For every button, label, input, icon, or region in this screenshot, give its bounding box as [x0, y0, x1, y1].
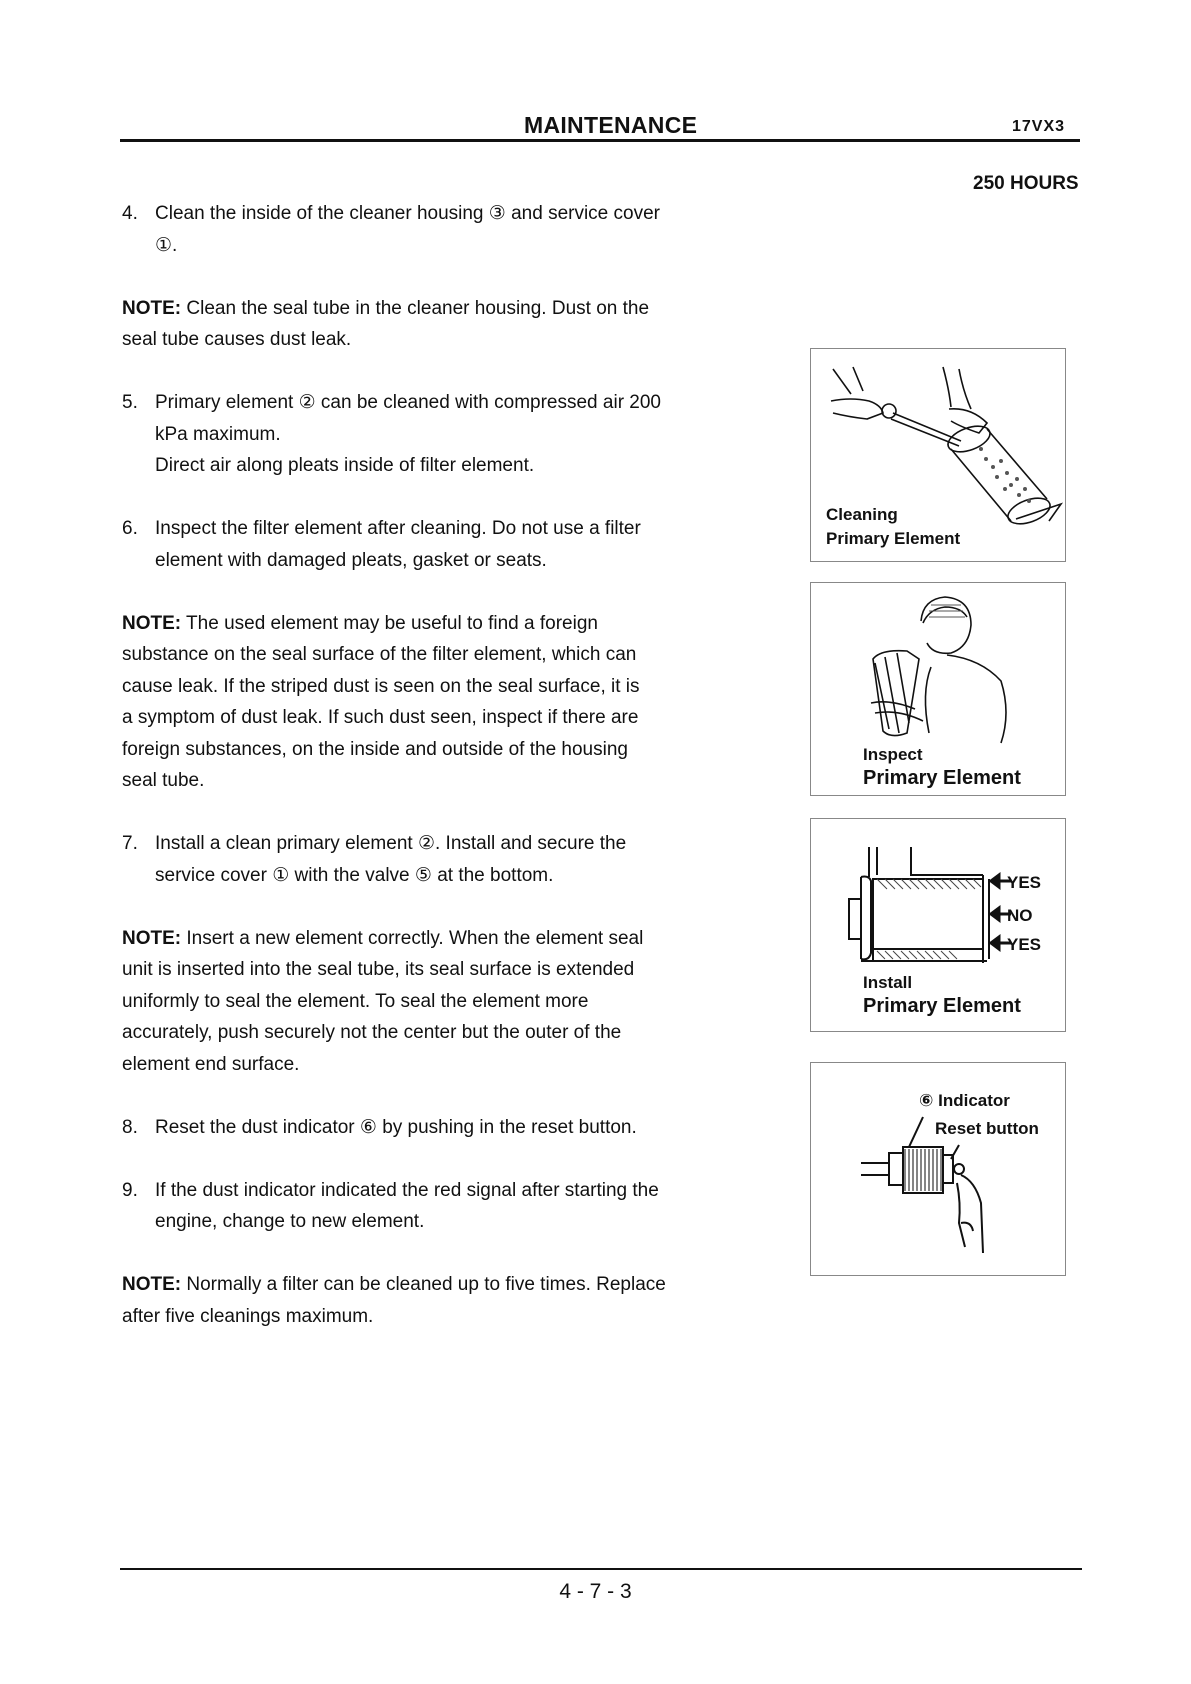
step-text-line: Install a clean primary element ②. Install and secure the	[155, 833, 627, 854]
step-number: 4.	[122, 203, 138, 224]
note-text-line: unit is inserted into the seal tube, its seal surface is extended	[122, 959, 635, 980]
note-label: NOTE:	[122, 927, 182, 949]
step-text-line: Direct air along pleats inside of filter element.	[155, 455, 535, 476]
step-text-line: Reset the dust indicator ⑥ by pushing in the reset button.	[155, 1116, 637, 1138]
step-8	[122, 1112, 692, 1144]
label-reset-button: Reset button	[935, 1119, 1039, 1138]
note-text-line: uniformly to seal the element. To seal the element more	[122, 990, 589, 1012]
step-text-line: element with damaged pleats, gasket or seats.	[155, 549, 547, 571]
figure-caption-line1: Inspect	[863, 745, 923, 764]
note-text-line: seal tube.	[122, 770, 205, 791]
note-1	[122, 293, 692, 356]
note-text-line: cause leak. If the striped dust is seen on the seal surface, it is	[122, 675, 640, 697]
step-text-line: Clean the inside of the cleaner housing ③ and service cover	[155, 203, 660, 224]
note-label: NOTE:	[122, 612, 182, 634]
step-number: 7.	[122, 833, 138, 854]
note-label: NOTE:	[122, 297, 182, 319]
note-3	[122, 923, 692, 1081]
step-9	[122, 1175, 692, 1238]
figure-caption-line2: Primary Element	[863, 995, 1021, 1017]
note-text-line: after five cleanings maximum.	[122, 1305, 374, 1327]
figure-inspect	[810, 582, 1066, 796]
note-text-line: seal tube causes dust leak.	[122, 329, 352, 350]
model-code: 17VX3	[1012, 118, 1066, 135]
step-number: 8.	[122, 1116, 138, 1138]
note-text-line: Insert a new element correctly. When the element seal	[186, 927, 644, 949]
note-text-line: The used element may be useful to find a foreign	[186, 612, 598, 634]
step-number: 9.	[122, 1179, 138, 1201]
step-7	[122, 828, 692, 891]
note-text-line: Clean the seal tube in the cleaner housing. Dust on the	[186, 297, 650, 319]
figure-install	[810, 818, 1066, 1032]
label-indicator: ⑥ Indicator	[919, 1091, 1010, 1110]
label-yes-bottom: YES	[1007, 935, 1042, 954]
figure-caption-line2: Primary Element	[863, 767, 1021, 789]
step-text-line: engine, change to new element.	[155, 1211, 425, 1232]
figure-caption-line1: Install	[863, 973, 913, 992]
note-4	[122, 1269, 692, 1332]
label-no: NO	[1007, 906, 1033, 925]
step-text-line: If the dust indicator indicated the red signal after starting the	[155, 1179, 659, 1201]
page-number: 4 - 7 - 3	[559, 1580, 632, 1603]
step-text-line: kPa maximum.	[155, 423, 281, 445]
page-title: MAINTENANCE	[524, 112, 698, 138]
header-rule	[120, 139, 1080, 142]
note-text-line: element end surface.	[122, 1053, 300, 1075]
figure-caption-line2: Primary Element	[826, 529, 961, 548]
step-text-line: ①.	[155, 234, 178, 256]
section-label: 250 HOURS	[973, 173, 1079, 194]
step-text-line: Inspect the filter element after cleaning. Do not use a filter	[155, 518, 641, 539]
figure-caption-line1: Cleaning	[826, 505, 898, 524]
note-label: NOTE:	[122, 1274, 182, 1295]
instruction-column	[122, 198, 692, 1364]
note-2	[122, 608, 692, 797]
step-text-line: service cover ① with the valve ⑤ at the bottom.	[155, 864, 554, 886]
note-text-line: substance on the seal surface of the filter element, which can	[122, 644, 637, 665]
step-4	[122, 198, 692, 261]
figure-cleaning	[810, 348, 1066, 562]
note-text-line: a symptom of dust leak. If such dust seen, inspect if there are	[122, 707, 639, 728]
note-text-line: accurately, push securely not the center but the outer of the	[122, 1022, 622, 1043]
step-6	[122, 513, 692, 576]
note-text-line: foreign substances, on the inside and outside of the housing	[122, 738, 628, 760]
figure-indicator	[810, 1062, 1066, 1276]
note-text-line: Normally a filter can be cleaned up to five times. Replace	[186, 1274, 666, 1295]
step-number: 5.	[122, 392, 138, 413]
step-5	[122, 387, 692, 482]
step-number: 6.	[122, 518, 138, 539]
label-yes-top: YES	[1007, 873, 1042, 892]
person-inspecting-illustration	[811, 583, 1065, 795]
step-text-line: Primary element ② can be cleaned with compressed air 200	[155, 392, 661, 413]
footer-rule	[120, 1568, 1082, 1570]
